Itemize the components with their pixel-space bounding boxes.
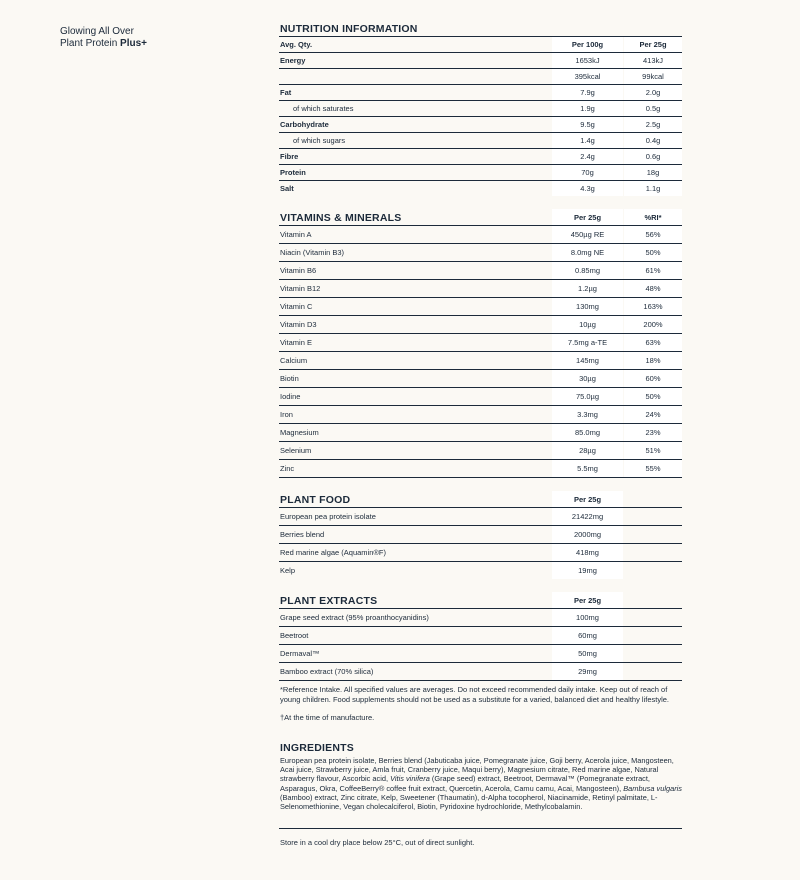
row-value-2: 413kJ — [624, 53, 682, 68]
row-label: Vitamin A — [280, 230, 312, 239]
row-value-1: 2000mg — [552, 526, 623, 543]
table-row — [279, 298, 682, 316]
row-label: Vitamin E — [280, 338, 312, 347]
row-label: Fat — [280, 88, 292, 97]
row-label: Grape seed extract (95% proanthocyanidins) — [280, 613, 429, 622]
vitamins-header — [279, 209, 682, 226]
row-value-1: 19mg — [552, 562, 623, 579]
row-label: Energy — [280, 56, 306, 65]
table-row — [279, 508, 682, 526]
nutrition-rows — [279, 53, 682, 196]
plant-food-header — [279, 491, 682, 508]
row-value-1: 60mg — [552, 627, 623, 644]
table-row — [279, 133, 682, 149]
row-value-1: 3.3mg — [552, 406, 623, 423]
manufacture-note: †At the time of manufacture. — [280, 713, 375, 722]
row-label: Zinc — [280, 464, 295, 473]
row-value-1: 1653kJ — [552, 53, 623, 68]
plant-extracts-title: PLANT EXTRACTS — [280, 595, 378, 607]
row-label: Vitamin D3 — [280, 320, 317, 329]
table-row — [279, 244, 682, 262]
row-label: Beetroot — [280, 631, 309, 640]
nutrition-column-header — [279, 37, 682, 53]
row-label: Magnesium — [280, 428, 319, 437]
row-label: Red marine algae (Aquamin®F) — [280, 548, 386, 557]
reference-intake-note: *Reference Intake. All specified values are averages. Do not exceed recommended daily intake. Keep out of reach of young children. Food supplements should not be used as a substitute for a varied, balanced diet and healthy lifestyle. — [280, 685, 669, 704]
row-value-2: 1.1g — [624, 181, 682, 196]
row-label: Carbohydrate — [280, 120, 329, 129]
table-row — [279, 262, 682, 280]
avg-qty-label: Avg. Qty. — [280, 40, 313, 49]
storage-instructions: Store in a cool dry place below 25°C, out of direct sunlight. — [280, 838, 475, 848]
row-value-1: 50mg — [552, 645, 623, 662]
row-label: Protein — [280, 168, 306, 177]
table-row — [279, 101, 682, 117]
table-row — [279, 69, 682, 85]
row-value-2: 50% — [624, 388, 682, 405]
nutrition-panel — [279, 20, 682, 847]
row-value-2: 18% — [624, 352, 682, 369]
table-row — [279, 316, 682, 334]
table-row — [279, 370, 682, 388]
table-row — [279, 645, 682, 663]
row-value-2: 23% — [624, 424, 682, 441]
table-row — [279, 460, 682, 478]
row-value-2: 51% — [624, 442, 682, 459]
row-value-2: 48% — [624, 280, 682, 297]
table-row — [279, 352, 682, 370]
notes — [279, 685, 682, 723]
row-value-2: 2.0g — [624, 85, 682, 100]
table-row — [279, 165, 682, 181]
row-value-1: 100mg — [552, 609, 623, 626]
row-value-2: 55% — [624, 460, 682, 477]
row-value-2: 99kcal — [624, 69, 682, 84]
vitamin-rows — [279, 226, 682, 478]
row-value-1: 145mg — [552, 352, 623, 369]
nutrition-title: NUTRITION INFORMATION — [280, 23, 418, 35]
vitamins-title: VITAMINS & MINERALS — [280, 212, 402, 224]
vitamins-ri-header: %RI* — [624, 209, 682, 225]
plant-food-rows — [279, 508, 682, 579]
product-title — [60, 26, 147, 50]
table-row — [279, 117, 682, 133]
table-row — [279, 406, 682, 424]
per-100g-header: Per 100g — [552, 37, 623, 52]
table-row — [279, 388, 682, 406]
table-row — [279, 562, 682, 579]
row-label: Calcium — [280, 356, 308, 365]
row-value-2: 18g — [624, 165, 682, 180]
row-value-1: 395kcal — [552, 69, 623, 84]
plant-extracts-per-25g-header: Per 25g — [552, 592, 623, 608]
ingredients-title: INGREDIENTS — [280, 742, 354, 754]
row-label: Iodine — [280, 392, 301, 401]
row-value-2: 0.6g — [624, 149, 682, 164]
table-row — [279, 181, 682, 196]
row-value-1: 8.0mg NE — [552, 244, 623, 261]
row-label: Kelp — [280, 566, 296, 575]
row-value-2: 2.5g — [624, 117, 682, 132]
table-row — [279, 334, 682, 352]
product-name-line1: Glowing All Over — [60, 26, 134, 37]
row-label: of which saturates — [293, 104, 354, 113]
nutrition-header — [279, 20, 682, 37]
row-value-1: 418mg — [552, 544, 623, 561]
row-label: Bamboo extract (70% silica) — [280, 667, 374, 676]
table-row — [279, 424, 682, 442]
table-row — [279, 627, 682, 645]
table-row — [279, 280, 682, 298]
product-name-bold: Plus+ — [120, 38, 148, 49]
row-value-1: 1.4g — [552, 133, 623, 148]
row-label: of which sugars — [293, 136, 346, 145]
row-value-2: 61% — [624, 262, 682, 279]
table-row — [279, 526, 682, 544]
row-value-2: 56% — [624, 226, 682, 243]
ingredients-text: European pea protein isolate, Berries blend (Jabuticaba juice, Pomegranate juice, Goji berry, Acerola juice, Mangosteen, Acai juice, Strawberry juice, Amla fruit, Cranberry juice, Maqui berry), Magnesium citrate, Red marine algae, Natural strawberry flavour, Ascorbic acid, Vitis vinifera (Grape seed) extract, Beetroot, Dermaval™ (Pomegranate extract, Asparagus, Okra, CoffeeBerry® coffee fruit extract, Quercetin, Acerola, Camu camu, Acai, Mangosteen), Bambusa vulgaris (Bamboo) extract, Zinc citrate, Kelp, Sweetener (Thaumatin), d-Alpha tocopherol, Niacinamide, Retinyl palmitate, L-Selenomethionine, Vegan cholecalciferol, Biotin, Pyridoxine hydrochloride, Methylcobalamin. — [280, 756, 682, 812]
row-value-1: 7.5mg a-TE — [552, 334, 623, 351]
row-value-1: 450µg RE — [552, 226, 623, 243]
row-label: Berries blend — [280, 530, 325, 539]
row-value-1: 5.5mg — [552, 460, 623, 477]
row-label: Vitamin B12 — [280, 284, 321, 293]
row-value-2: 0.4g — [624, 133, 682, 148]
row-label: Selenium — [280, 446, 312, 455]
row-value-2: 24% — [624, 406, 682, 423]
row-label: Iron — [280, 410, 293, 419]
plant-food-per-25g-header: Per 25g — [552, 491, 623, 507]
row-value-2: 163% — [624, 298, 682, 315]
row-value-1: 1.9g — [552, 101, 623, 116]
divider — [279, 828, 682, 829]
row-label: Niacin (Vitamin B3) — [280, 248, 345, 257]
row-label: Biotin — [280, 374, 299, 383]
row-value-1: 70g — [552, 165, 623, 180]
row-value-1: 2.4g — [552, 149, 623, 164]
row-value-1: 28µg — [552, 442, 623, 459]
row-value-1: 4.3g — [552, 181, 623, 196]
table-row — [279, 544, 682, 562]
table-row — [279, 663, 682, 681]
row-value-2: 60% — [624, 370, 682, 387]
plant-extracts-header — [279, 592, 682, 609]
row-value-1: 7.9g — [552, 85, 623, 100]
vitamins-per-25g-header: Per 25g — [552, 209, 623, 225]
table-row — [279, 226, 682, 244]
row-label: Fibre — [280, 152, 299, 161]
table-row — [279, 609, 682, 627]
row-label: Vitamin C — [280, 302, 313, 311]
plant-food-title: PLANT FOOD — [280, 494, 351, 506]
row-value-1: 75.0µg — [552, 388, 623, 405]
row-value-2: 63% — [624, 334, 682, 351]
row-value-1: 10µg — [552, 316, 623, 333]
row-value-1: 0.85mg — [552, 262, 623, 279]
row-label: Salt — [280, 184, 294, 193]
row-value-1: 130mg — [552, 298, 623, 315]
row-value-2: 200% — [624, 316, 682, 333]
table-row — [279, 53, 682, 69]
row-label: Vitamin B6 — [280, 266, 317, 275]
row-value-2: 0.5g — [624, 101, 682, 116]
product-name-line2: Plant Protein Plus+ — [60, 38, 148, 49]
row-value-1: 1.2µg — [552, 280, 623, 297]
row-value-1: 30µg — [552, 370, 623, 387]
plant-extract-rows — [279, 609, 682, 681]
table-row — [279, 442, 682, 460]
row-value-1: 9.5g — [552, 117, 623, 132]
row-value-1: 21422mg — [552, 508, 623, 525]
per-25g-header: Per 25g — [624, 37, 682, 52]
table-row — [279, 85, 682, 101]
row-value-1: 85.0mg — [552, 424, 623, 441]
table-row — [279, 149, 682, 165]
row-value-2: 50% — [624, 244, 682, 261]
row-label: Dermaval™ — [280, 649, 320, 658]
row-label: European pea protein isolate — [280, 512, 376, 521]
row-value-1: 29mg — [552, 663, 623, 680]
ingredients-header — [279, 740, 682, 754]
